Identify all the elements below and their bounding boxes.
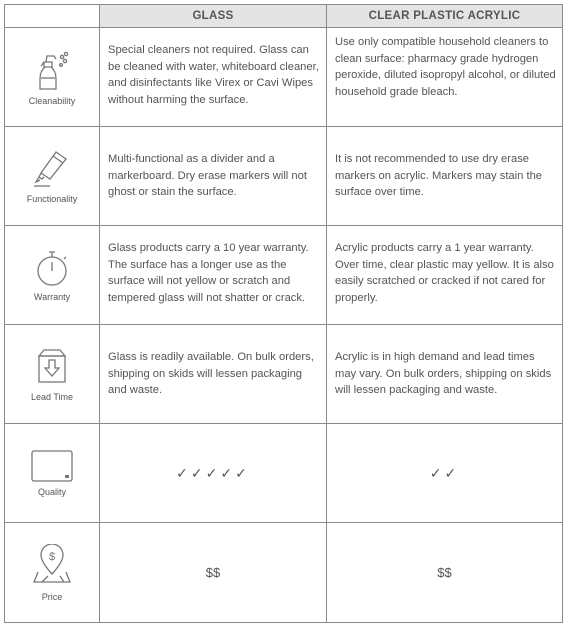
row-label: Quality — [37, 487, 66, 497]
acrylic-cell: Use only compatible household cleaners to clean surface: pharmacy grade hydrogen peroxide, diluted isopropyl alcohol, or diluted household grade bleach. — [327, 28, 563, 127]
stopwatch-icon — [33, 248, 71, 288]
acrylic-cell: Acrylic products carry a 1 year warranty. Over time, clear plastic may yellow. It is also easily scratched or cracked if not cared for properly. — [327, 226, 563, 325]
table-row — [5, 226, 563, 325]
check-marks: ✓✓✓✓✓ — [176, 464, 250, 481]
box-download-icon — [33, 346, 71, 388]
glass-cell: Glass products carry a 10 year warranty. The surface has a longer use as the surface will not yellow or scratch and tempered glass will not shatter or crack. — [100, 226, 327, 325]
marker-icon — [32, 148, 72, 190]
row-label: Functionality — [26, 194, 78, 204]
comparison-table — [4, 4, 563, 623]
row-header-warranty — [5, 226, 100, 325]
row-label: Cleanability — [28, 96, 76, 106]
table-row — [5, 325, 563, 424]
row-label: Price — [41, 591, 63, 602]
header-glass: GLASS — [100, 5, 327, 28]
acrylic-cell: Acrylic is in high demand and lead times may vary. On bulk orders, shipping on skids will lessen packaging and waste. — [327, 325, 563, 424]
acrylic-cell: $$ — [327, 523, 563, 623]
row-header-price — [5, 523, 100, 623]
table-row — [5, 127, 563, 226]
map-pin-dollar-icon — [30, 544, 74, 588]
row-header-quality — [5, 424, 100, 523]
check-marks: ✓✓ — [429, 464, 460, 481]
row-label: Warranty — [33, 292, 71, 302]
glass-cell: Glass is readily available. On bulk orders, shipping on skids will lessen packaging and waste. — [100, 325, 327, 424]
row-header-cleanability — [5, 28, 100, 127]
row-label: Lead Time — [30, 392, 74, 402]
table-row — [5, 523, 563, 623]
glass-cell: $$ — [100, 523, 327, 623]
spray-bottle-icon — [32, 48, 72, 92]
panel-icon — [30, 449, 74, 483]
glass-cell: Multi-functional as a divider and a markerboard. Dry erase markers will not ghost or stain the surface. — [100, 127, 327, 226]
row-header-functionality — [5, 127, 100, 226]
glass-cell: Special cleaners not required. Glass can be cleaned with water, whiteboard cleaner, and disinfectants like Virex or Cavi Wipes without harming the surface. — [100, 28, 327, 127]
table-row — [5, 28, 563, 127]
header-corner — [5, 5, 100, 28]
table-row — [5, 424, 563, 523]
acrylic-cell — [327, 424, 563, 523]
header-acrylic: CLEAR PLASTIC ACRYLIC — [327, 5, 563, 28]
row-header-lead-time — [5, 325, 100, 424]
svg-text:$: $ — [48, 550, 56, 563]
acrylic-cell: It is not recommended to use dry erase markers on acrylic. Markers may stain the surface over time. — [327, 127, 563, 226]
glass-cell — [100, 424, 327, 523]
